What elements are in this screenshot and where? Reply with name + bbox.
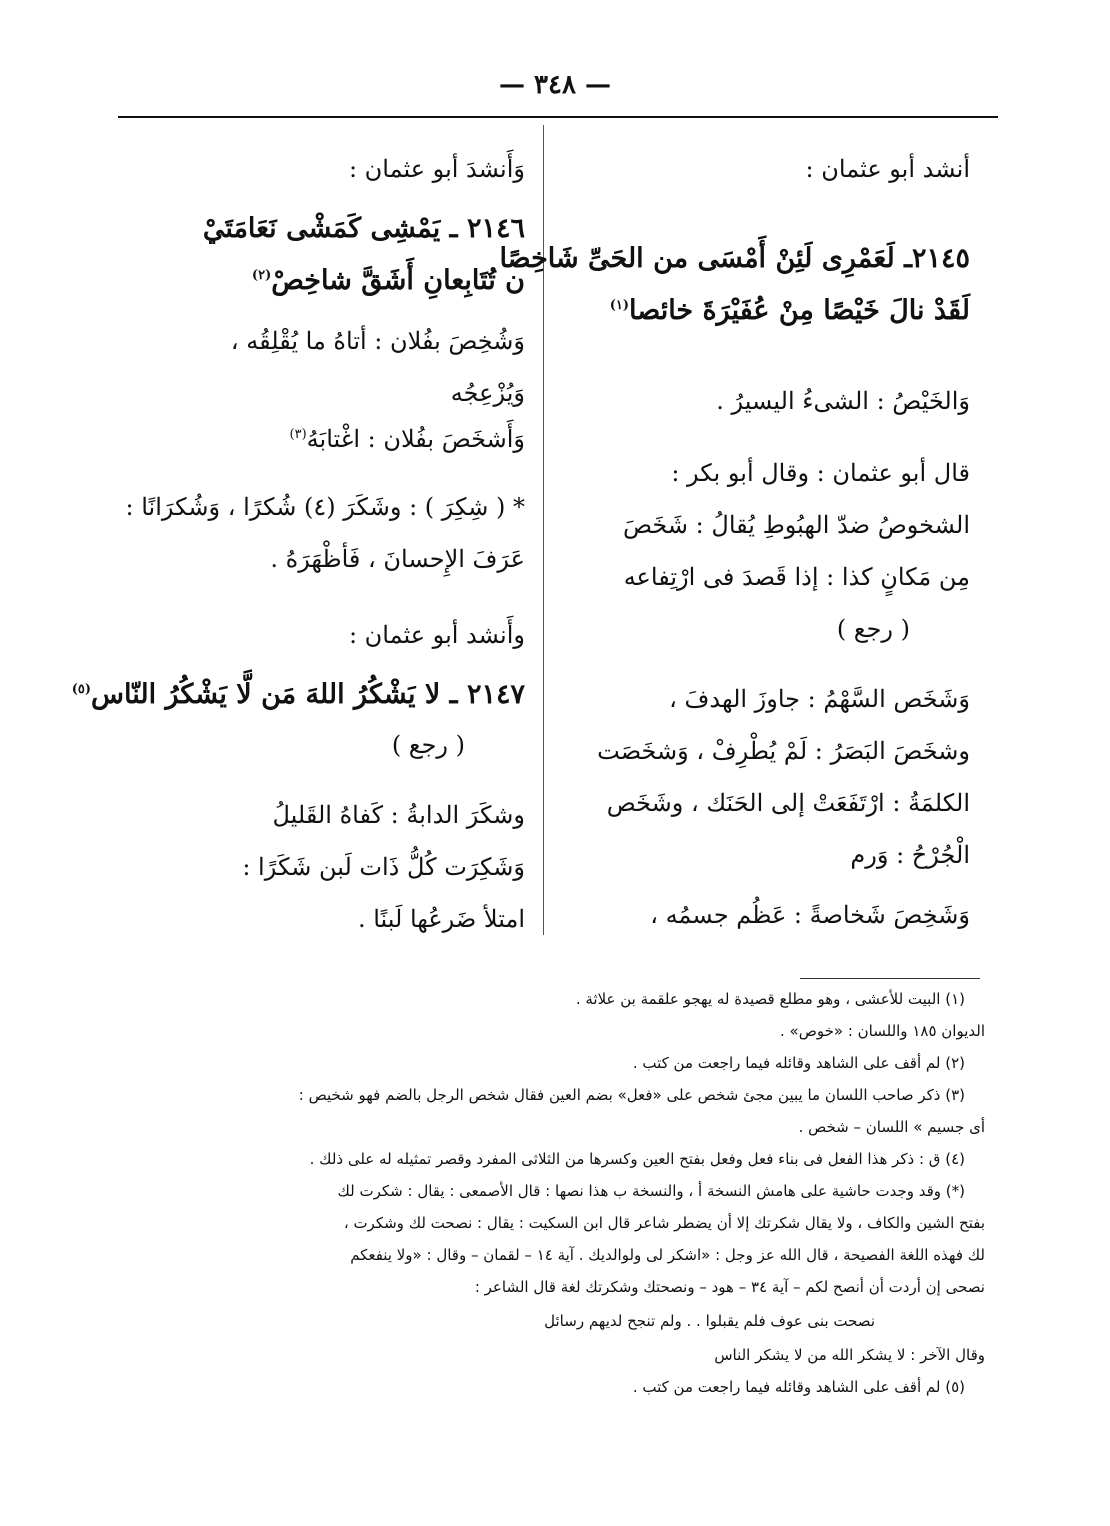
text-line [126,493,525,522]
line-text: ( رجع ) [391,731,465,759]
verse-line [499,243,970,275]
footnote-marker: (٥) [71,682,92,697]
footnote-line [338,1182,966,1200]
footnote-line [350,1246,985,1264]
footnote-rule [800,978,980,979]
text-line [358,905,525,934]
text-line [349,155,525,184]
line-text: وشخَصَ البَصَرُ : لَمْ يُطْرِفْ ، وَشخَصَت [597,737,970,765]
verse-line [203,213,525,245]
line-text: وَالخَيْصُ : الشىءُ اليسيرُ . [716,387,970,415]
footnote-line [310,1150,965,1168]
text-line [623,511,970,540]
footnote-line [633,1378,965,1396]
line-text: الشخوصُ ضدّ الهبُوطِ يُقالُ : شَخَصَ [623,511,970,539]
line-text: * ( شِكِرَ ) : وشَكَرَ (٤) شُكرًا ، وَشُكرَانًا : [125,493,525,521]
text-line [597,737,970,766]
text-line [349,621,525,650]
line-text: ( رجع ) [836,615,910,643]
line-text: وَشَكِرَت كُلُّ ذَات لَبن شَكَرًا : [242,853,525,881]
line-text: (٥) لم أقف على الشاهد وقائله فيما راجعت من كتب . [632,1378,965,1396]
line-text: وَيُزْعِجُه [450,379,525,407]
line-text: الْجُرْحُ : وَرم [850,841,970,869]
line-text: أنشد أبو عثمان : [805,155,970,183]
line-text: (٢) لم أقف على الشاهد وقائله فيما راجعت من كتب . [632,1054,965,1072]
line-text: بفتح الشين والكاف ، ولا يقال شكرتك إلا أن يضطر شاعر قال ابن السكيت : يقال : نصحت لك وشكرت ، [343,1214,985,1232]
footnote-line [799,1118,985,1136]
line-text: نصحى إن أردت أن أنصح لكم – آية ٣٤ – هود – ونصحتك وشكرتك لغة قال الشاعر : [474,1278,985,1296]
line-text: وَأَنشدَ أبو عثمان : [348,155,525,183]
line-text: (*) وقد وجدت حاشية على هامش النسخة أ ، والنسخة ب هذا نصها : قال الأصمعى : يقال : شكرت لك [337,1182,965,1200]
header-rule [118,116,998,118]
text-line [806,155,970,184]
line-text: وَشَخِصَ شَخاصةً : عَظُم جسمُه ، [650,901,970,929]
line-text: (٣) ذكر صاحب اللسان ما يبين مجئ شخص على «فعل» بضم العين فقال شخص الرجل بالضم فهو شخيص : [298,1086,965,1104]
line-text: نصحت بنى عوف فلم يقبلوا . . ولم تنجح لديهم رسائل [544,1312,875,1330]
text-line [272,801,525,830]
line-text: (٤) ق : ذكر هذا الفعل فى بناء فعل وفعل بفتح العين وكسرها من الثلاثى المفرد وقصر تمثيله له على ذلك . [309,1150,965,1168]
footnote-line [633,1054,965,1072]
text-line [671,459,970,488]
text-line [270,545,525,574]
page-number: — ٣٤٨ — [498,70,612,100]
footnote-line [780,1022,985,1040]
verse-line [610,295,970,327]
text-line [716,387,970,416]
text-line [669,685,970,714]
line-text: الكلمَةُ : ارْتَفَعَتْ إلى الحَنَك ، وشَخَص [606,789,970,817]
text-line [451,379,525,408]
verse-line [72,679,525,711]
line-text: وَأَشخَصَ بفُلان : اغْتابَهُ [306,425,525,453]
line-text: وقال الآخر : لا يشكر الله من لا يشكر الناس [714,1346,985,1364]
line-text: وشكَرَ الدابةُ : كَفاهُ القَليلُ [272,801,525,829]
line-text: امتلأ ضَرعُها لَبنًا . [357,905,525,933]
text-line [231,327,525,356]
text-line [392,731,465,760]
footnote-line [576,990,965,1008]
line-text: لك فهذه اللغة الفصيحة ، قال الله عز وجل : «اشكر لى ولوالديك . آية ١٤ – لقمان – وقال : «ولا ينفعكم [350,1246,985,1264]
text-line [850,841,970,870]
line-text: وأَنشد أبو عثمان : [348,621,525,649]
text-line [837,615,910,644]
text-line [624,563,970,592]
footnote-marker: (١) [609,298,630,313]
footnote-marker: (٢) [251,268,272,283]
footnote-line [544,1312,875,1330]
verse-line [252,265,525,297]
line-text: ٢١٤٦ ـ يَمْشِى كَمَشْى نَعَامَتَيْ [202,213,525,244]
line-text: أى جسيم » اللسان – شخص . [798,1118,985,1136]
footnote-line [475,1278,985,1296]
footnote-line [714,1346,985,1364]
line-text: (١) البيت للأعشى ، وهو مطلع قصيدة له يهجو علقمة بن علاثة . [575,990,965,1008]
text-line [242,853,525,882]
footnote-line [299,1086,965,1104]
line-text: الديوان ١٨٥ واللسان : «خوص» . [780,1022,985,1040]
line-text: وَشَخَص السَّهْمُ : جاوزَ الهدفَ ، [669,685,970,713]
text-line [290,425,525,454]
line-text: وَشُخِصَ بفُلان : أتاهُ ما يُقْلِقُه ، [230,327,525,355]
line-text: عَرَفَ الإِحسانَ ، فَأظْهَرَهُ . [270,545,525,573]
text-line [650,901,970,930]
line-text: قال أبو عثمان : وقال أبو بكر : [671,459,970,487]
text-line [607,789,970,818]
line-text: لَقَدْ نالَ خَيْصًا مِنْ عُفَيْرَةَ خائصا [629,295,970,326]
line-text: ٢١٤٧ ـ لا يَشْكُرُ اللهَ مَن لَّا يَشْكُرُ النّاس [91,679,525,710]
line-text: ن تُتَابِعانِ أَشَقَّ شاخِصْ [271,265,525,296]
line-text: مِن مَكانٍ كذا : إذا قَصدَ فى ارْتِفاعه [623,563,970,591]
footnote-line [344,1214,985,1232]
line-text: ٢١٤٥ـ لَعَمْرِى لَئِنْ أَمْسَى من الحَىِّ شَاخِصًا [499,243,970,274]
footnote-marker: (٣) [289,427,307,442]
